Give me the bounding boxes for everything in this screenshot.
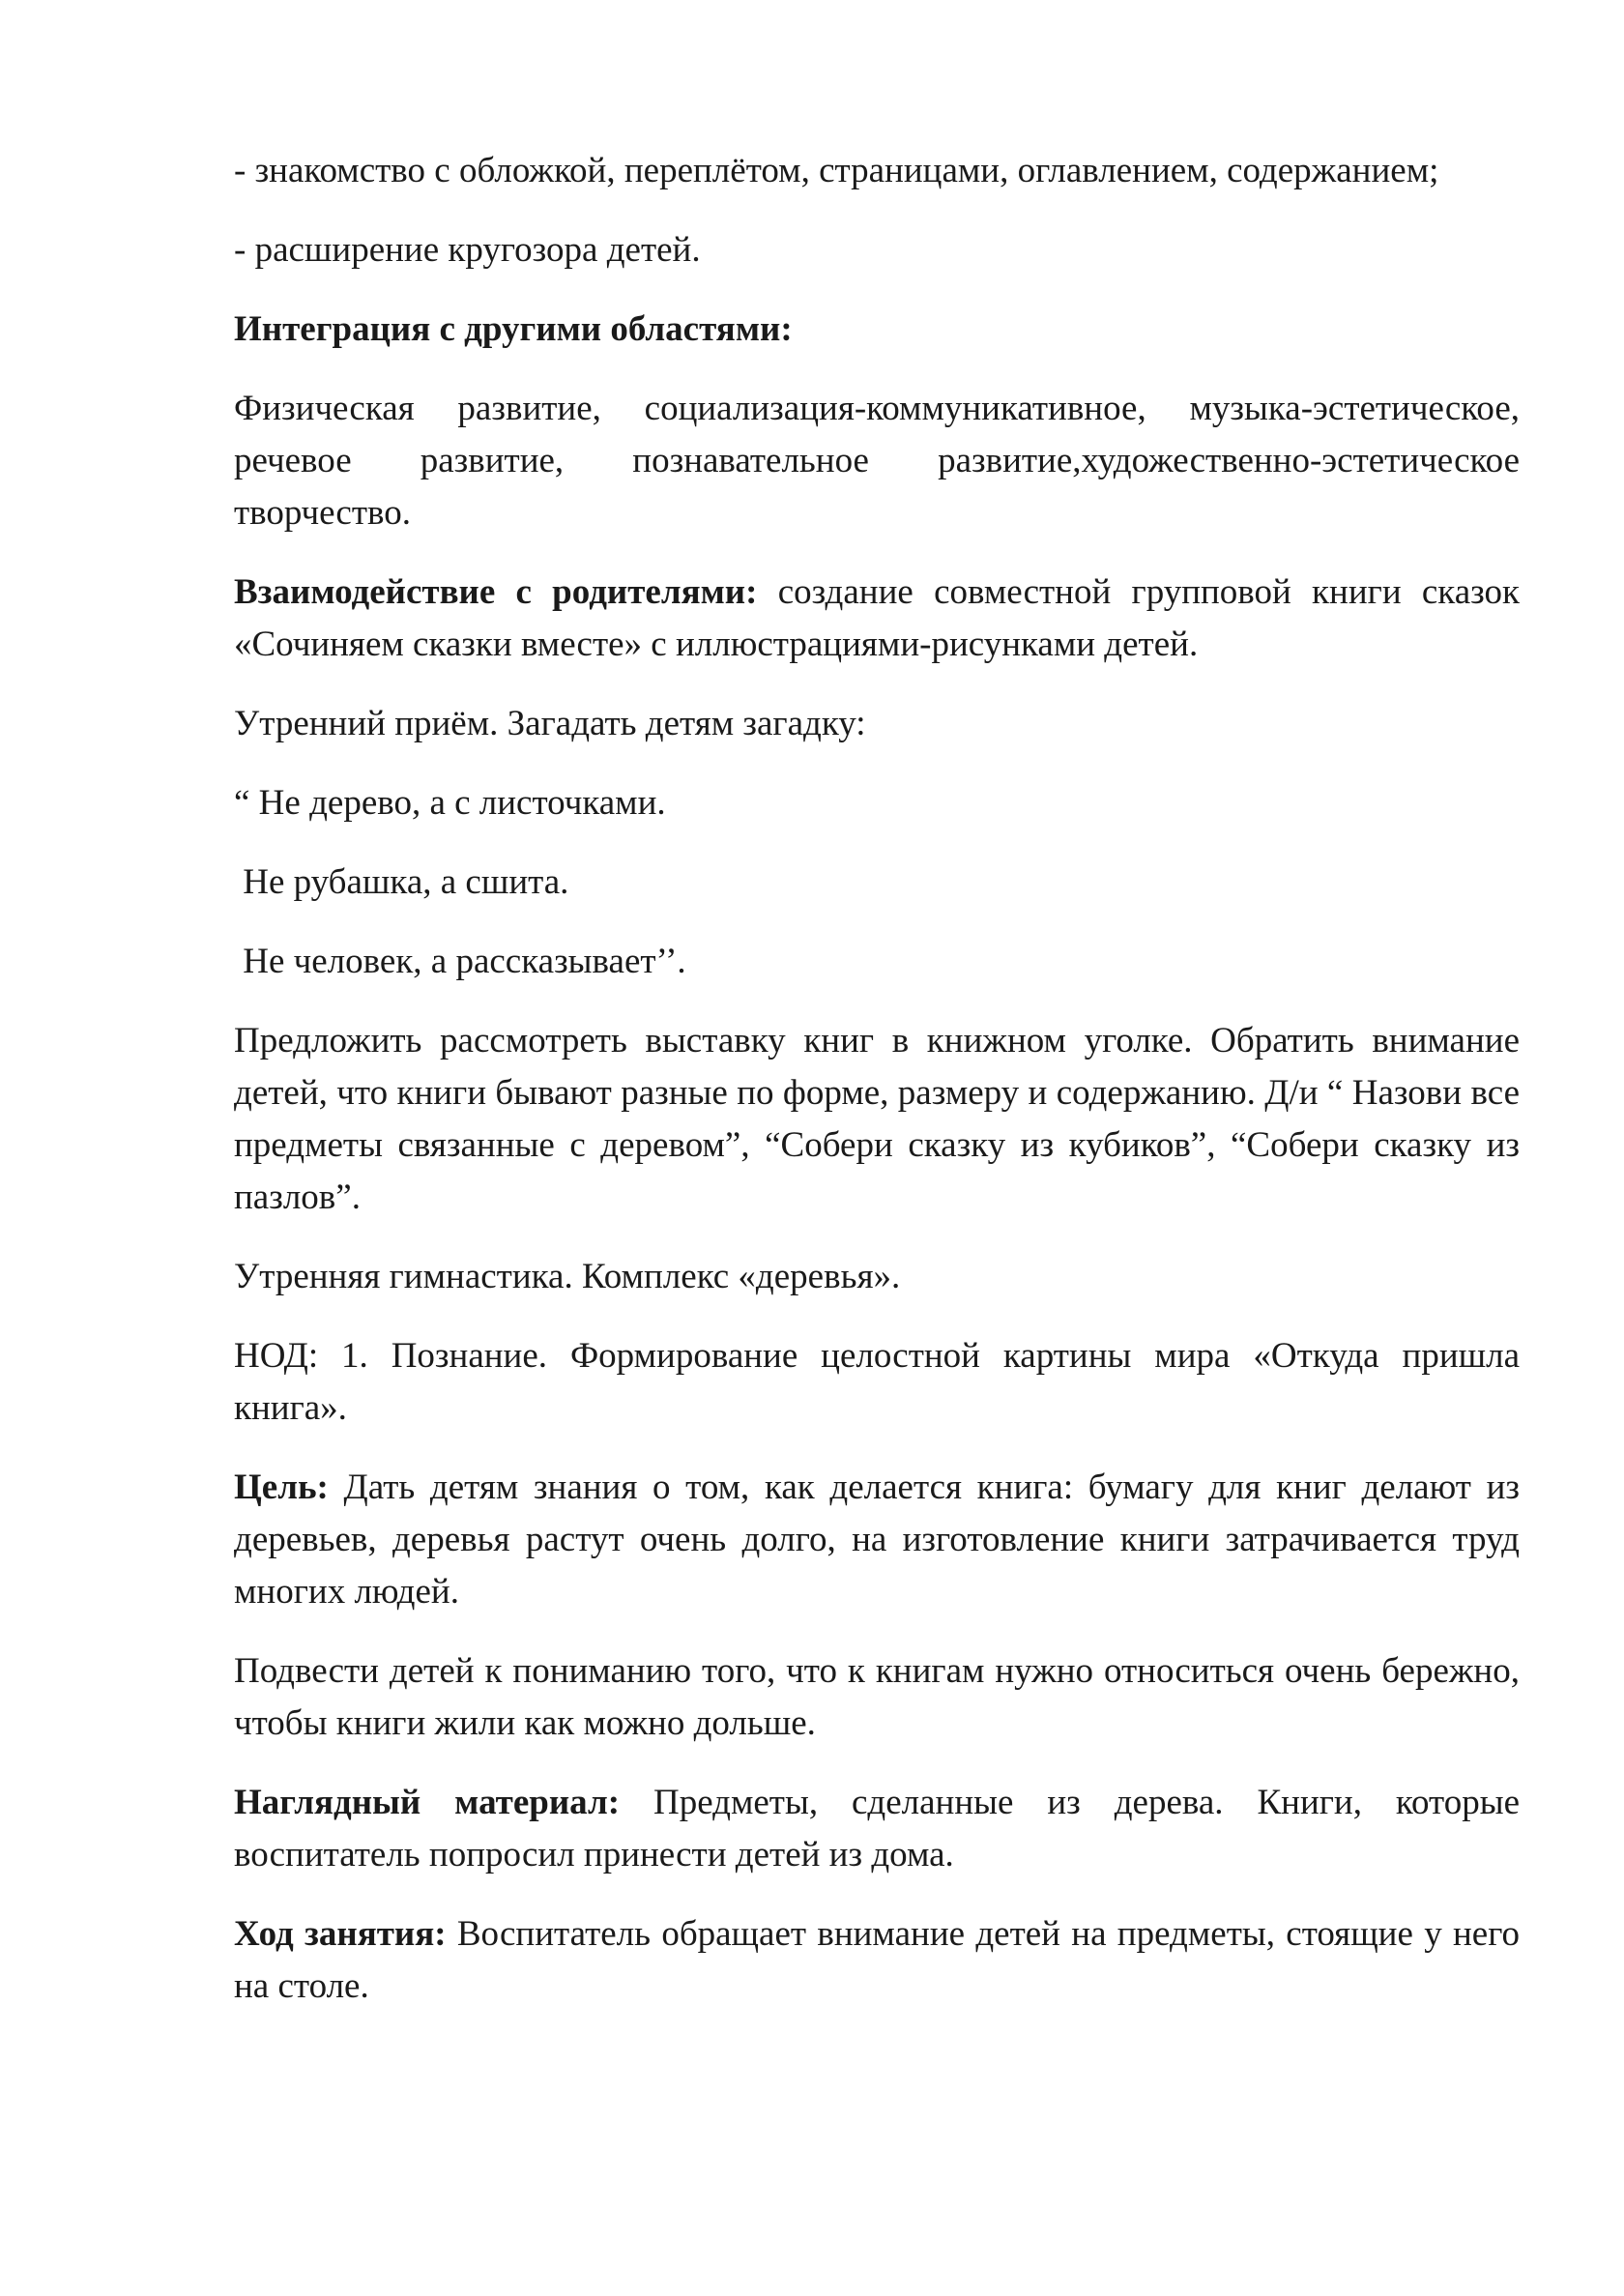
label-materials: Наглядный материал: bbox=[234, 1783, 621, 1822]
text-goal: Дать детям знания о том, как делается книга: бумагу для книг делают из деревьев, деревья растут очень долго, на изготовление книги затрачивается труд многих людей. bbox=[234, 1468, 1520, 1612]
text-lesson-course: Воспитатель обращает внимание детей на предметы, стоящие у него на столе. bbox=[234, 1914, 1520, 2006]
paragraph-lesson-course bbox=[234, 1908, 1520, 2013]
paragraph-acquaintance: - знакомство с обложкой, переплётом, страницами, оглавлением, содержанием; bbox=[234, 151, 1439, 190]
paragraph-nod: НОД: 1. Познание. Формирование целостной картины мира «Откуда пришла книга». bbox=[234, 1336, 1520, 1428]
riddle-line-3: Не человек, а рассказывает’’. bbox=[234, 942, 686, 981]
heading-integration: Интеграция с другими областями: bbox=[234, 309, 793, 349]
paragraph-exhibition: Предложить рассмотреть выставку книг в книжном уголке. Обратить внимание детей, что книги бывают разные по форме, размеру и содержанию. Д/и “ Назови все предметы связанные с деревом”, “Собери сказку из кубиков”, “Собери сказку из пазлов”. bbox=[234, 1021, 1520, 1217]
paragraph-areas: Физическая развитие, социализация-коммуникативное, музыка-эстетическое, речевое развитие, познавательное развитие,художественно-эстетическое творчество. bbox=[234, 389, 1520, 533]
text-parents: создание совместной групповой книги сказок «Сочиняем сказки вместе» с иллюстрациями-рисунками детей. bbox=[234, 572, 1520, 664]
riddle-line-1: “ Не дерево, а с листочками. bbox=[234, 783, 666, 823]
label-goal: Цель: bbox=[234, 1468, 329, 1507]
paragraph-understanding: Подвести детей к пониманию того, что к книгам нужно относиться очень бережно, чтобы книги жили как можно дольше. bbox=[234, 1651, 1520, 1743]
paragraph-morning-reception: Утренний приём. Загадать детям загадку: bbox=[234, 704, 866, 743]
riddle-line-2: Не рубашка, а сшита. bbox=[234, 862, 569, 902]
paragraph-goal bbox=[234, 1462, 1520, 1618]
paragraph-gymnastics: Утренняя гимнастика. Комплекс «деревья». bbox=[234, 1257, 901, 1296]
label-parents: Взаимодействие с родителями: bbox=[234, 572, 758, 612]
paragraph-materials bbox=[234, 1777, 1520, 1881]
paragraph-parents bbox=[234, 567, 1520, 671]
label-lesson-course: Ход занятия: bbox=[234, 1914, 447, 1954]
text-materials: Предметы, сделанные из дерева. Книги, которые воспитатель попросил принести детей из дома. bbox=[234, 1783, 1520, 1875]
document-page bbox=[234, 145, 1520, 2040]
paragraph-horizon: - расширение кругозора детей. bbox=[234, 230, 701, 270]
